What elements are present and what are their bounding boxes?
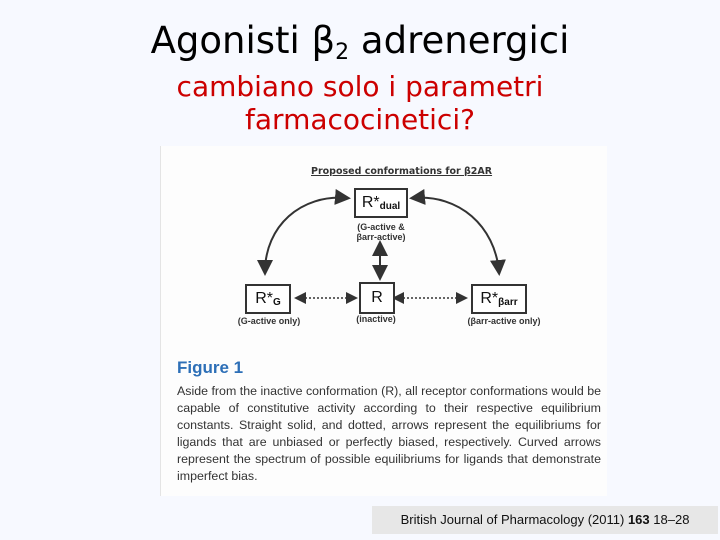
title-subscript: 2 bbox=[335, 40, 350, 65]
figure-caption: Aside from the inactive conformation (R), all receptor conformations would be capable of constitutive activity according to their respective equilibrium constants. Straight solid, and dotted, arrows represent the equilibriums for ligands that are unbiased or perfectly biased, respectively. Curved arrows represent the spectrum of possible equilibriums for ligands that demonstrate imperfect bias. bbox=[177, 384, 601, 484]
curved-arrow-right bbox=[413, 198, 499, 272]
box-r-main: R bbox=[371, 289, 383, 306]
box-r-g bbox=[245, 284, 291, 314]
citation-volume: 163 bbox=[627, 512, 650, 527]
box-r-barr bbox=[471, 284, 527, 314]
note-dual-line-1: (G-active & bbox=[357, 222, 405, 232]
slide-subtitle bbox=[0, 70, 720, 136]
citation-journal: British Journal of Pharmacology (2011) bbox=[400, 512, 628, 527]
slide-title bbox=[0, 18, 720, 76]
title-suffix: adrenergici bbox=[349, 19, 570, 62]
box-r bbox=[359, 282, 395, 314]
subtitle-line-2: farmacocinetici? bbox=[245, 103, 475, 136]
box-r-barr-main: R* bbox=[480, 290, 499, 307]
note-g: (G-active only) bbox=[237, 316, 301, 326]
note-barr: (βarr-active only) bbox=[467, 316, 541, 326]
figure-label: Figure 1 bbox=[177, 358, 244, 377]
box-r-dual bbox=[354, 188, 408, 218]
curved-arrow-left bbox=[265, 198, 347, 272]
note-dual-line-2: βarr-active) bbox=[356, 232, 406, 242]
box-r-g-main: R* bbox=[255, 290, 273, 307]
box-r-dual-main: R* bbox=[361, 194, 380, 211]
citation bbox=[372, 506, 718, 534]
subtitle-line-1: cambiano solo i parametri bbox=[176, 70, 544, 103]
figure-heading: Proposed conformations for β2AR bbox=[311, 166, 493, 177]
title-prefix: Agonisti β bbox=[150, 19, 336, 62]
citation-pages: 18–28 bbox=[649, 512, 690, 527]
box-r-dual-sub: dual bbox=[379, 201, 401, 212]
note-r: (inactive) bbox=[356, 314, 396, 324]
figure-image bbox=[160, 146, 607, 496]
note-dual bbox=[341, 222, 421, 242]
box-r-g-sub: G bbox=[273, 297, 281, 308]
box-r-barr-sub: βarr bbox=[498, 297, 518, 308]
